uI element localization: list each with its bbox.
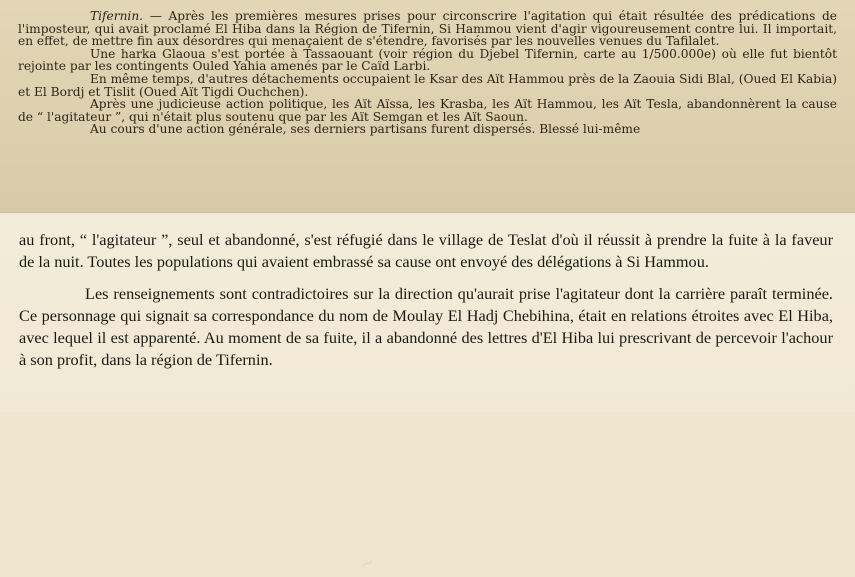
- scanned-page-bottom: [0, 212, 855, 577]
- paragraph-5: Au cours d'une action générale, ses derniers partisans furent dispersés. Blessé lui-même: [90, 122, 641, 137]
- paragraph-1: [18, 10, 837, 48]
- scanned-page-top: [0, 0, 855, 212]
- paragraph-6: au front, “ l'agitateur ”, seul et abandonné, s'est réfugié dans le village de Teslat d'où il réussit à prendre la fuite à la faveur de la nuit. Toutes les populations qui avaient embrassé sa cause ont envoyé des délégations à Si Hammou.: [19, 230, 833, 271]
- paragraph-3: En même temps, d'autres détachements occupaient le Ksar des Aït Hammou près de la Zaouia Sidi Blal, (Oued El Kabia) et El Bordj et Tislit (Oued Aït Tigdi Ouchchen).: [18, 71, 837, 99]
- section-heading: Tifernin.: [90, 9, 144, 23]
- watermark-stamp: ~: [355, 550, 379, 577]
- paragraph-1-text: — Après les premières mesures prises pour circonscrire l'agitation qui était résultée des prédications de l'imposteur, qui avait proclamé El Hiba dans la Région de Tifernin, Si Hammou vient d'agir vigoureusement contre lui. Il importait, en effet, de mettre fin aux désordres qui menaçaient de s'étendre, favorisés par les nouvelles venues du Tafilalet.: [18, 9, 838, 49]
- paragraph-2: Une harka Glaoua s'est portée à Tassaouant (voir région du Djebel Tifernin, carte au 1/500.000e) où elle fut bientôt rejointe par les contingents Ouled Yahia amenés par le Caïd Larbi.: [18, 46, 837, 74]
- paragraph-7: Les renseignements sont contradictoires sur la direction qu'aurait prise l'agitateur dont la carrière paraît terminée. Ce personnage qui signait sa correspondance du nom de Moulay El Hadj Chebihina, était en relations étroites avec El Hiba, avec lequel il est apparenté. Au moment de sa fuite, il a abandonné des lettres d'El Hiba lui prescrivant de percevoir l'achour à son profit, dans la région de Tifernin.: [19, 284, 833, 369]
- paragraph-4: Après une judicieuse action politique, les Aït Aïssa, les Krasba, les Aït Hammou, les Aït Tesla, abandonnèrent la cause de “ l'agitateur ”, qui n'était plus soutenu que par les Aït Semgan et les Aït Saoun.: [18, 97, 837, 124]
